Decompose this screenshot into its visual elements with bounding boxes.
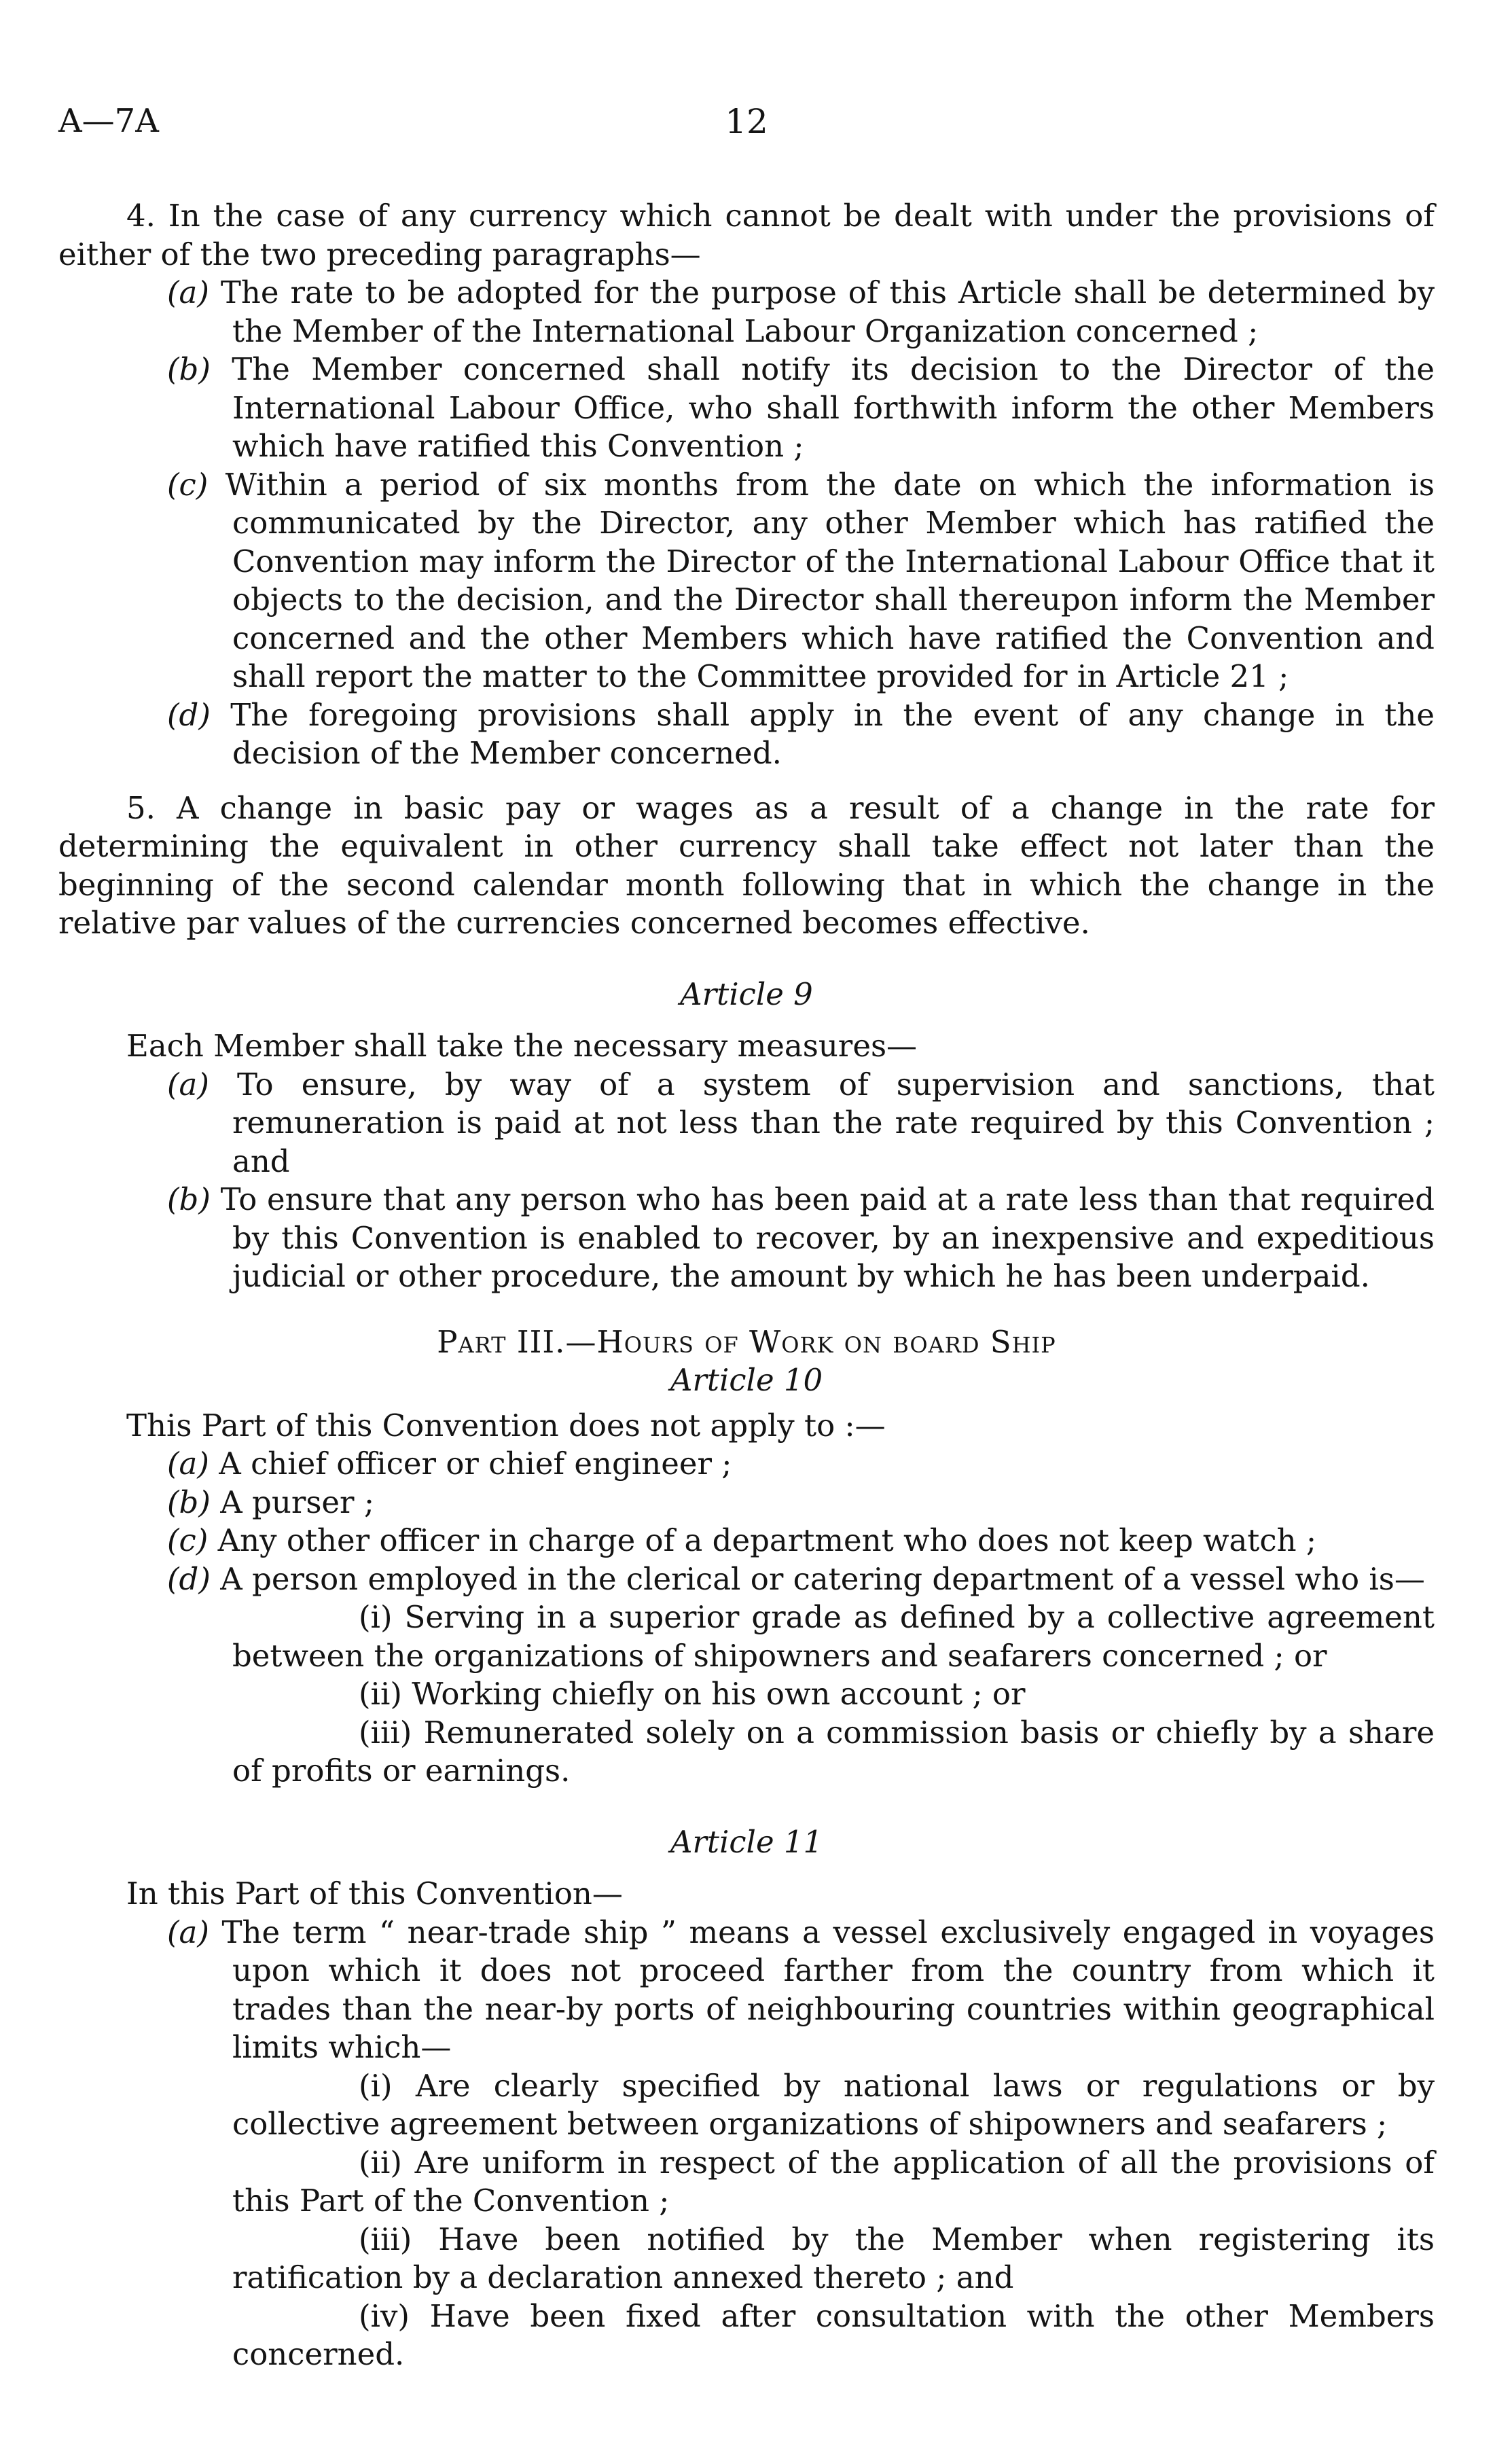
- article-11-subitem-i: [58, 2067, 1435, 2144]
- item-text: The term “ near-trade ship ” means a vessel exclusively engaged in voyages upon which it does not proceed farther from the country from which it trades than the near-by ports of neighbouring countries within geographical limits which—: [221, 1914, 1435, 2065]
- article-11-subitem-iii: [58, 2221, 1435, 2297]
- article-10-subitem-i: [58, 1598, 1435, 1675]
- item-text: To ensure, by way of a system of supervision and sanctions, that remuneration is paid at not less than the rate required by this Convention ; and: [232, 1066, 1435, 1179]
- article-9-item-b: [58, 1181, 1435, 1296]
- article-10-item-d: [58, 1560, 1435, 1599]
- item-text: To ensure that any person who has been paid at a rate less than that required by this Convention is enabled to recover, by an inexpensive and expeditious judicial or other procedure, the amount by which he has been underpaid.: [220, 1181, 1435, 1294]
- part-3-heading: Part III.—Hours of Work on board Ship: [437, 1323, 1056, 1360]
- item-text: Any other officer in charge of a department who does not keep watch ;: [217, 1522, 1317, 1558]
- document-reference: A—7A: [58, 102, 159, 140]
- subitem-text: Working chiefly on his own account ; or: [412, 1676, 1026, 1712]
- item-label: (c): [167, 1522, 209, 1558]
- subitem-label: (iv): [359, 2297, 410, 2334]
- subitem-text: Serving in a superior grade as defined by a collective agreement between the organizations of shipowners and seafarers concerned ; or: [232, 1599, 1435, 1674]
- article-9-intro: Each Member shall take the necessary measures—: [126, 1028, 918, 1064]
- item-text: The foregoing provisions shall apply in the event of any change in the decision of the Member concerned.: [230, 696, 1435, 771]
- item-text: A chief officer or chief engineer ;: [219, 1446, 732, 1482]
- article-11-intro: In this Part of this Convention—: [126, 1876, 623, 1912]
- subitem-label: (i): [359, 1599, 393, 1635]
- article-10-subitem-iii: [58, 1714, 1435, 1791]
- item-label: (c): [167, 466, 209, 503]
- item-label: (b): [167, 1181, 211, 1217]
- subitem-label: (ii): [359, 1676, 402, 1712]
- item-text: The Member concerned shall notify its decision to the Director of the International Labour Office, who shall forthwith inform the other Members which have ratified this Convention ;: [232, 351, 1435, 464]
- subitem-text: Have been fixed after consultation with the other Members concerned.: [232, 2297, 1435, 2372]
- subitem-label: (ii): [359, 2144, 402, 2181]
- article-10-intro: This Part of this Convention does not apply to :—: [126, 1407, 886, 1444]
- subitem-text: Are uniform in respect of the application of all the provisions of this Part of the Convention ;: [232, 2144, 1435, 2219]
- section-5-paragraph: 5. A change in basic pay or wages as a result of a change in the rate for determining the equivalent in other currency shall take effect not later than the beginning of the second calendar month following that in which the change in the relative par values of the currencies concerned becomes effective.: [58, 789, 1435, 941]
- article-10-item-a: [58, 1445, 1435, 1484]
- item-text: Within a period of six months from the date on which the information is communicated by the Director, any other Member which has ratified the Convention may inform the Director of the International Labour Office that it objects to the decision, and the Director shall thereupon inform the Member concerned and the other Members which have ratified the Convention and shall report the matter to the Committee provided for in Article 21 ;: [225, 466, 1435, 694]
- item-label: (a): [167, 1446, 209, 1482]
- article-9-heading: Article 9: [680, 975, 813, 1012]
- subitem-text: Have been notified by the Member when registering its ratification by a declaration annexed thereto ; and: [232, 2221, 1435, 2295]
- section-4-intro: 4. In the case of any currency which cannot be dealt with under the provisions of either of the two preceding paragraphs—: [58, 198, 1435, 272]
- article-11-heading: Article 11: [670, 1823, 823, 1860]
- subitem-label: (i): [359, 2067, 393, 2104]
- article-10-heading: Article 10: [670, 1362, 823, 1398]
- subitem-text: Are clearly specified by national laws or regulations or by collective agreement between organizations of shipowners and seafarers ;: [232, 2067, 1435, 2142]
- page-header: [58, 102, 1435, 149]
- item-text: A person employed in the clerical or catering department of a vessel who is—: [220, 1560, 1425, 1597]
- item-label: (b): [167, 351, 211, 387]
- item-label: (d): [167, 1560, 211, 1597]
- article-10-item-c: [58, 1522, 1435, 1560]
- article-10-subitem-ii: [58, 1675, 1435, 1714]
- article-11-item-a: [58, 1914, 1435, 2067]
- item-label: (b): [167, 1484, 211, 1520]
- section-4-item-a: [58, 274, 1435, 351]
- article-9-item-a: [58, 1066, 1435, 1181]
- section-4-item-d: [58, 696, 1435, 773]
- section-4-item-b: [58, 351, 1435, 466]
- article-11-subitem-ii: [58, 2144, 1435, 2221]
- subitem-label: (iii): [359, 1714, 412, 1751]
- section-4-item-c: [58, 466, 1435, 696]
- article-11-subitem-iv: [58, 2297, 1435, 2374]
- item-text: The rate to be adopted for the purpose of this Article shall be determined by the Member of the International Labour Organization concerned ;: [220, 274, 1435, 349]
- page-number: 12: [725, 102, 768, 141]
- item-label: (a): [167, 1066, 209, 1103]
- document-body: [58, 197, 1435, 2374]
- article-10-item-b: [58, 1484, 1435, 1522]
- subitem-label: (iii): [359, 2221, 412, 2257]
- item-label: (a): [167, 1914, 209, 1950]
- subitem-text: Remunerated solely on a commission basis or chiefly by a share of profits or earnings.: [232, 1714, 1435, 1789]
- item-text: A purser ;: [220, 1484, 375, 1520]
- item-label: (d): [167, 696, 211, 733]
- item-label: (a): [167, 274, 209, 310]
